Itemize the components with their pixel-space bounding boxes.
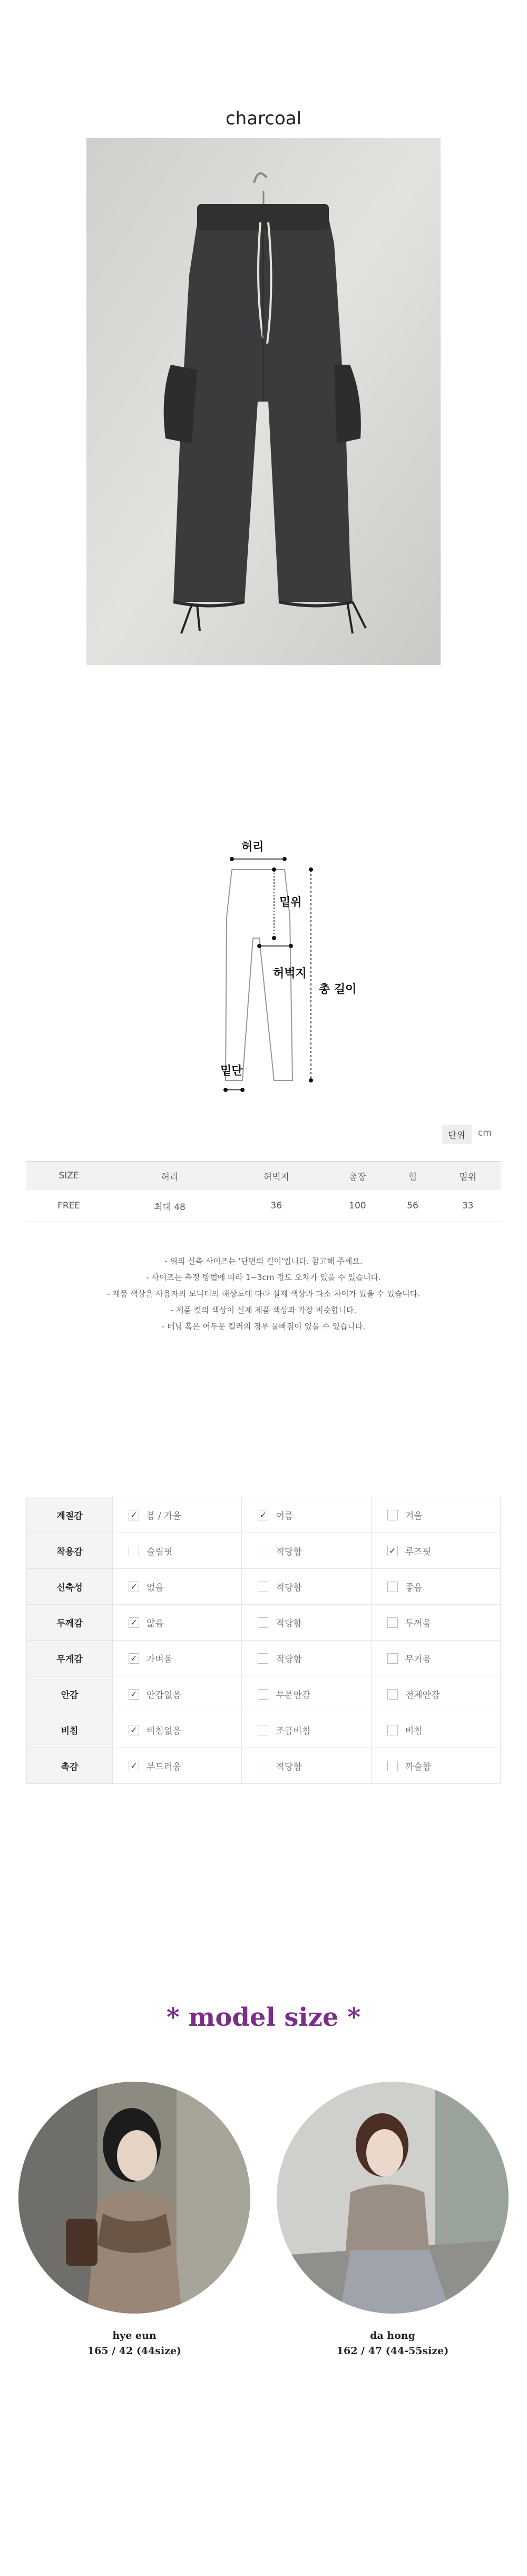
fabric-option [242,1533,371,1569]
fabric-attribute-label: 착용감 [27,1533,113,1569]
checkbox-empty-icon [387,1761,398,1771]
table-row [27,1605,501,1641]
fabric-option-label: 비침없음 [147,1726,181,1736]
header-cell: 밑위 [435,1162,501,1191]
fabric-option [371,1676,500,1712]
model-photo-1 [18,2082,250,2314]
fabric-option-label: 비침 [405,1726,423,1736]
model-name: da hong [370,2330,415,2341]
unit-value: cm [477,1128,492,1138]
fabric-option-label: 전체안감 [405,1690,440,1701]
checkbox-empty-icon [258,1582,268,1592]
fabric-attribute-label: 안감 [27,1676,113,1712]
fabric-option-label: 부드러움 [147,1762,181,1772]
thigh-label: 허벅지 [273,967,307,980]
table-cell: 33 [435,1190,501,1222]
checkbox-checked-icon: ✓ [129,1582,139,1592]
fabric-option [242,1605,371,1641]
pants-photo-illustration [86,138,441,665]
fabric-option [371,1533,500,1569]
fabric-option [113,1748,242,1784]
fabric-option [242,1569,371,1605]
checkbox-empty-icon [258,1546,268,1556]
fabric-option-label: 봄 / 가을 [147,1511,181,1521]
checkbox-empty-icon [387,1582,398,1592]
fabric-option-label: 두꺼움 [405,1618,431,1629]
header-cell: 총장 [325,1162,391,1191]
checkbox-checked-icon: ✓ [129,1653,139,1664]
fabric-option-label: 슬림핏 [147,1547,173,1557]
fabric-option [242,1676,371,1712]
fabric-option [371,1748,500,1784]
fabric-option-label: 없음 [147,1583,164,1593]
fabric-attribute-label: 신축성 [27,1569,113,1605]
checkbox-empty-icon [258,1689,268,1700]
fabric-option-label: 안감없음 [147,1690,181,1701]
fabric-option-label: 무거움 [405,1654,431,1665]
table-row [26,1190,501,1222]
model-info-2 [277,2328,509,2359]
checkbox-checked-icon: ✓ [129,1725,139,1735]
fabric-attribute-label: 두께감 [27,1605,113,1641]
waist-label: 허리 [241,841,264,854]
checkbox-empty-icon [129,1546,139,1556]
fabric-option [371,1712,500,1748]
checkbox-checked-icon: ✓ [258,1510,268,1520]
model-stats: 165 / 42 (44size) [87,2345,182,2357]
fabric-attribute-label: 비침 [27,1712,113,1748]
note-line: - 제품 컷의 색상이 실제 제품 색상과 가장 비슷합니다. [170,1305,357,1315]
fabric-attribute-label: 계절감 [27,1497,113,1533]
table-row [27,1569,501,1605]
rise-label: 밑위 [279,896,302,909]
checkbox-empty-icon [387,1653,398,1664]
fabric-option [242,1497,371,1533]
fabric-option [371,1641,500,1676]
table-row [27,1712,501,1748]
fabric-option-label: 적당함 [276,1618,302,1629]
fabric-option [242,1641,371,1676]
fabric-option [113,1569,242,1605]
checkbox-empty-icon [258,1725,268,1735]
fabric-option-label: 조금비침 [276,1726,311,1736]
table-cell: 36 [228,1190,325,1222]
fabric-option-label: 루즈핏 [405,1547,431,1557]
fabric-option [113,1605,242,1641]
fabric-option [113,1641,242,1676]
fabric-option-label: 까슬함 [405,1762,431,1772]
header-cell: 허벅지 [228,1162,325,1191]
table-row [27,1641,501,1676]
checkbox-checked-icon: ✓ [129,1617,139,1628]
table-row [27,1497,501,1533]
checkbox-empty-icon [258,1653,268,1664]
checkbox-empty-icon [387,1617,398,1628]
fabric-option [113,1497,242,1533]
checkbox-empty-icon [258,1617,268,1628]
fabric-option-label: 겨울 [405,1511,423,1521]
note-line: - 사이즈는 측정 방법에 따라 1~3cm 정도 오차가 있을 수 있습니다. [146,1273,381,1282]
fabric-option-label: 부분안감 [276,1690,311,1701]
header-cell: 힙 [391,1162,435,1191]
color-name: charcoal [225,108,302,129]
note-line: - 위의 실측 사이즈는 '단면의 길이'입니다. 참고해 주세요. [164,1256,363,1266]
fabric-option [113,1676,242,1712]
fabric-option-label: 얇음 [147,1618,164,1629]
fabric-option [242,1712,371,1748]
table-cell: 100 [325,1190,391,1222]
fabric-option [371,1605,500,1641]
model-photo-2 [277,2082,509,2314]
fabric-attribute-label: 촉감 [27,1748,113,1784]
fabric-option-label: 적당함 [276,1762,302,1772]
checkbox-checked-icon: ✓ [387,1546,398,1556]
size-notes [0,1253,527,1335]
fabric-option-label: 여름 [276,1511,294,1521]
model-name: hye eun [112,2330,157,2341]
fabric-option [371,1569,500,1605]
fabric-option [371,1497,500,1533]
fabric-attribute-label: 무게감 [27,1641,113,1676]
hem-label: 밑단 [220,1065,243,1078]
model-photo-illustration [18,2082,250,2314]
fabric-option-label: 적당함 [276,1547,302,1557]
checkbox-empty-icon [387,1725,398,1735]
checkbox-checked-icon: ✓ [129,1761,139,1771]
model-stats: 162 / 47 (44-55size) [336,2345,449,2357]
table-cell: 56 [391,1190,435,1222]
header-cell: SIZE [26,1162,111,1191]
fabric-option-label: 적당함 [276,1654,302,1665]
table-row [27,1676,501,1712]
unit-label: 단위 [442,1125,472,1144]
fabric-option-label: 적당함 [276,1583,302,1593]
fabric-option [242,1748,371,1784]
fabric-option [113,1712,242,1748]
table-row [27,1748,501,1784]
checkbox-checked-icon: ✓ [129,1689,139,1700]
size-table [26,1161,501,1222]
fabric-info-table [26,1497,501,1784]
table-cell: FREE [26,1190,111,1222]
model-size-title: * model size * [166,2003,361,2032]
checkbox-empty-icon [387,1689,398,1700]
note-line: - 데님 혹은 어두운 컬러의 경우 물빠짐이 있을 수 있습니다. [161,1322,366,1331]
checkbox-empty-icon [387,1510,398,1520]
model-photo-illustration [277,2082,509,2314]
total-length-label: 총 길이 [319,983,357,996]
size-table-header [26,1162,501,1191]
header-cell: 허리 [111,1162,228,1191]
model-info-1 [18,2328,250,2359]
unit-indicator [442,1125,498,1144]
product-photo [86,138,441,665]
fabric-option-label: 가벼움 [147,1654,173,1665]
fabric-option-label: 좋음 [405,1583,423,1593]
measurement-diagram [200,838,379,1112]
checkbox-checked-icon: ✓ [129,1510,139,1520]
fabric-option [113,1533,242,1569]
table-row [27,1533,501,1569]
note-line: - 제품 색상은 사용자의 모니터의 해상도에 따라 실제 색상과 다소 차이가 있을 수 있습니다. [107,1289,420,1299]
table-cell: 최대 48 [111,1190,228,1222]
checkbox-empty-icon [258,1761,268,1771]
